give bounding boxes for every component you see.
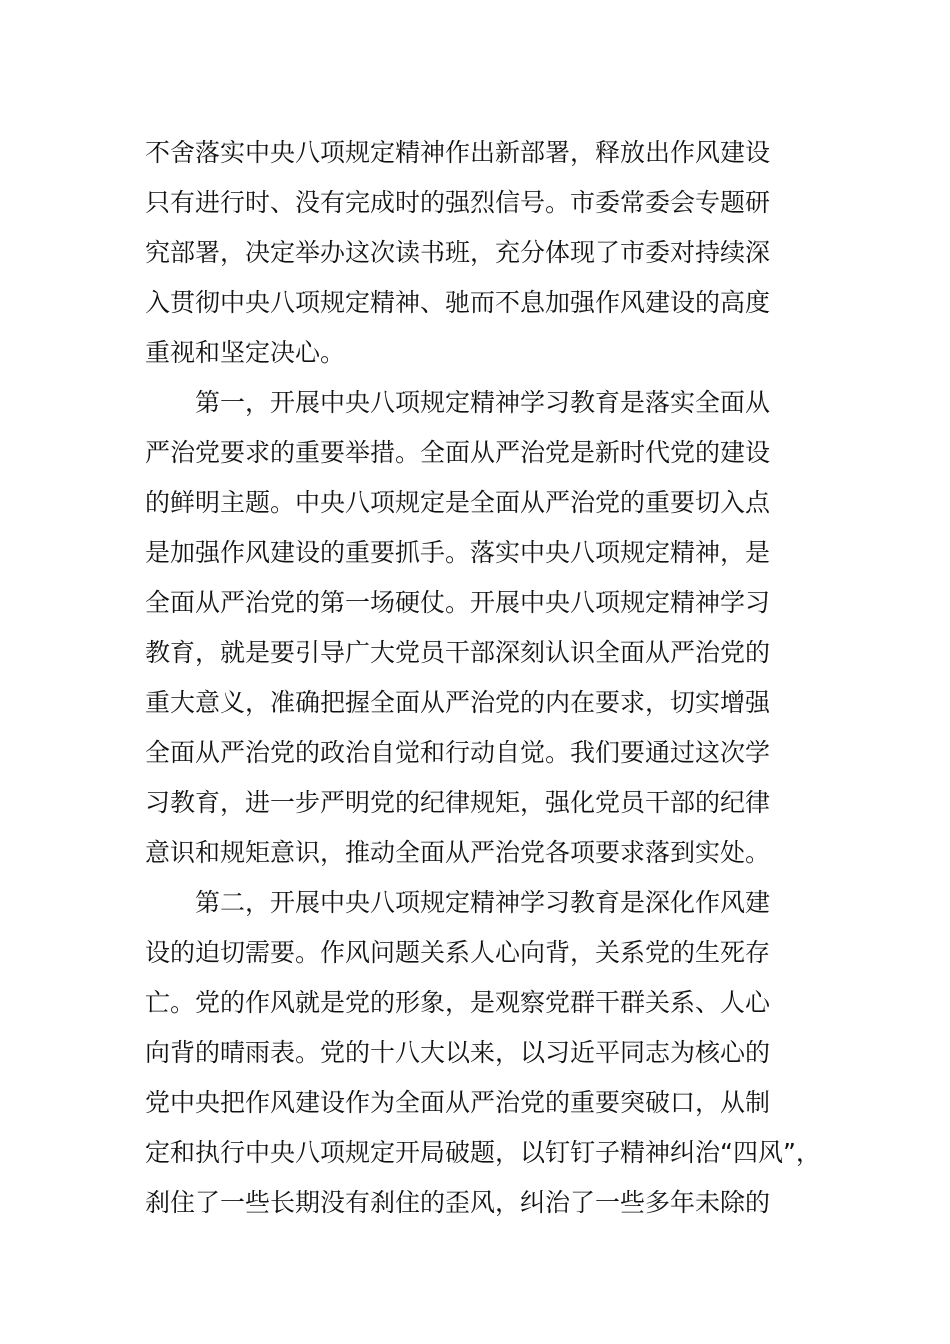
text-line: 定和执行中央八项规定开局破题，以钉钉子精神纠治“四风”，	[145, 1138, 821, 1167]
text-line: 向背的晴雨表。党的十八大以来，以习近平同志为核心的	[145, 1038, 771, 1067]
paragraph-first-line: 第一，开展中央八项规定精神学习教育是落实全面从	[195, 388, 771, 417]
text-line: 全面从严治党的政治自觉和行动自觉。我们要通过这次学	[145, 738, 771, 767]
text-line: 的鲜明主题。中央八项规定是全面从严治党的重要切入点	[145, 488, 771, 517]
paragraph-first-line: 第二，开展中央八项规定精神学习教育是深化作风建	[195, 888, 771, 917]
document-body	[145, 128, 821, 1228]
text-line: 究部署，决定举办这次读书班，充分体现了市委对持续深	[145, 238, 771, 267]
text-line: 是加强作风建设的重要抓手。落实中央八项规定精神，是	[145, 538, 771, 567]
text-line: 党中央把作风建设作为全面从严治党的重要突破口，从制	[145, 1088, 771, 1117]
text-line: 严治党要求的重要举措。全面从严治党是新时代党的建设	[145, 438, 771, 467]
text-line: 亡。党的作风就是党的形象，是观察党群干群关系、人心	[145, 988, 771, 1017]
text-line: 重视和坚定决心。	[145, 338, 346, 367]
text-line: 全面从严治党的第一场硬仗。开展中央八项规定精神学习	[145, 588, 771, 617]
text-line: 重大意义，准确把握全面从严治党的内在要求，切实增强	[145, 688, 771, 717]
text-line: 习教育，进一步严明党的纪律规矩，强化党员干部的纪律	[145, 788, 771, 817]
text-line: 只有进行时、没有完成时的强烈信号。市委常委会专题研	[145, 188, 771, 217]
text-line: 设的迫切需要。作风问题关系人心向背，关系党的生死存	[145, 938, 771, 967]
text-line: 刹住了一些长期没有刹住的歪风，纠治了一些多年未除的	[145, 1188, 771, 1217]
text-line: 意识和规矩意识，推动全面从严治党各项要求落到实处。	[145, 838, 771, 867]
text-line: 教育，就是要引导广大党员干部深刻认识全面从严治党的	[145, 638, 771, 667]
text-line: 入贯彻中央八项规定精神、驰而不息加强作风建设的高度	[145, 288, 771, 317]
text-line: 不舍落实中央八项规定精神作出新部署，释放出作风建设	[145, 138, 771, 167]
